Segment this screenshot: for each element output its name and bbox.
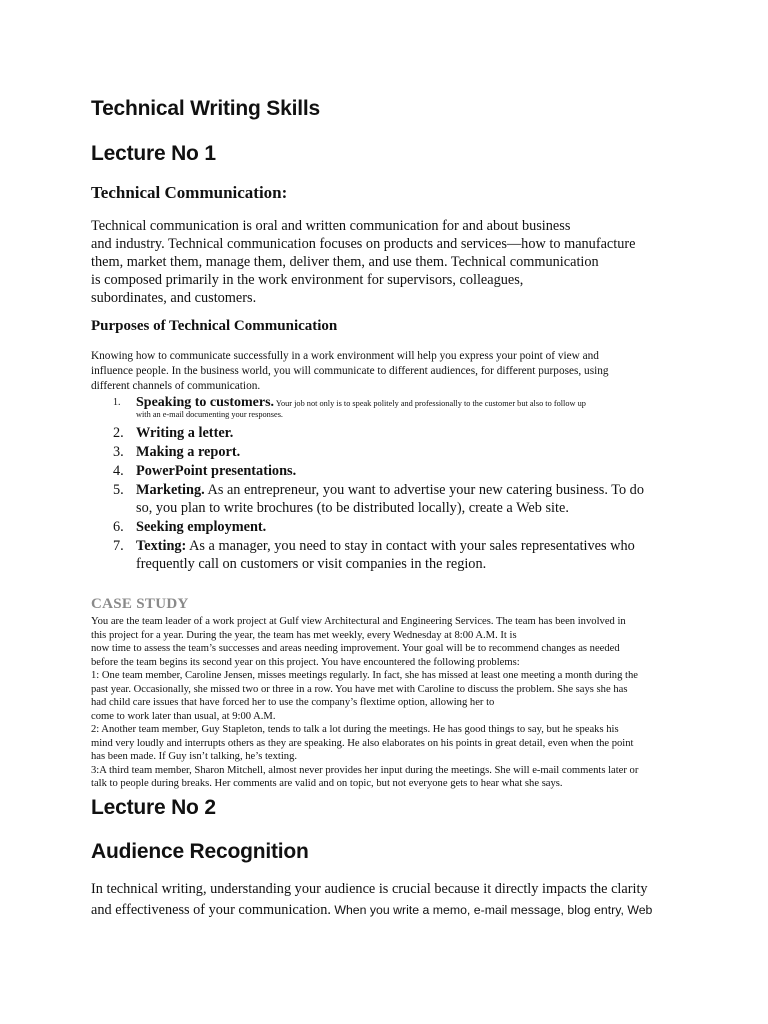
list-item-label: PowerPoint presentations.: [136, 463, 297, 479]
paragraph-segment: When you write a memo, e-mail message, blog entry, Web: [330, 903, 653, 917]
list-item-label: Writing a letter.: [136, 425, 234, 441]
lecture-2-heading: Lecture No 2: [91, 796, 216, 819]
paragraph-line: Knowing how to communicate successfully in a work environment will help you express your point of view and: [91, 350, 599, 362]
paragraph-line: different channels of communication.: [91, 379, 261, 392]
list-item: [91, 518, 691, 537]
paragraph-line: now time to assess the team’s successes and areas needing improvement. Your goal will be to recommend changes as needed: [91, 643, 620, 654]
document-title: Technical Writing Skills: [91, 97, 320, 120]
purposes-paragraph: [91, 349, 609, 393]
paragraph-line: influence people. In the business world, you will communicate to different audiences, for different purposes, using: [91, 364, 609, 377]
list-number: 2.: [113, 425, 124, 441]
list-item: [91, 394, 691, 424]
list-number: 4.: [113, 463, 124, 479]
paragraph-line: them, market them, manage them, deliver them, and use them. Technical communication: [91, 254, 599, 270]
audience-recognition-heading: Audience Recognition: [91, 840, 309, 863]
paragraph-line: 2: Another team member, Guy Stapleton, tends to talk a lot during the meetings. He has good things to say, but he speaks his: [91, 724, 619, 735]
list-number: 5.: [113, 482, 124, 498]
list-item: [91, 462, 691, 481]
list-item-description-cont: with an e-mail documenting your responses.: [136, 410, 284, 419]
list-item-description: Your job not only is to speak politely and professionally to the customer but also to follow up: [274, 399, 586, 408]
list-item: [91, 537, 691, 574]
paragraph-line: You are the team leader of a work project at Gulf view Architectural and Engineering Services. The team has been involved in: [91, 616, 626, 627]
list-number: 1.: [113, 397, 121, 408]
list-item: [91, 481, 691, 518]
paragraph-line: 3:A third team member, Sharon Mitchell, almost never provides her input during the meetings. She will e-mail comments later or: [91, 764, 639, 776]
list-item: [91, 443, 691, 462]
paragraph-line: Technical communication is oral and written communication for and about business: [91, 218, 571, 234]
list-item-label: Speaking to customers.: [136, 395, 275, 410]
audience-paragraph: [91, 879, 652, 921]
paragraph-line: In technical writing, understanding your audience is crucial because it directly impacts the clarity: [91, 881, 648, 897]
list-item-description: As a manager, you need to stay in contact with your sales representatives who: [186, 538, 635, 554]
list-item-description-cont: so, you plan to write brochures (to be distributed locally), create a Web site.: [136, 500, 569, 516]
paragraph-line: 1: One team member, Caroline Jensen, misses meetings regularly. In fact, she has missed at least one meeting a month during the: [91, 670, 638, 681]
purposes-list: [91, 394, 691, 574]
list-number: 6.: [113, 519, 124, 535]
paragraph-line: this project for a year. During the year, the team has met weekly, every Wednesday at 8:00 A.M. It is: [91, 629, 517, 641]
list-item-label: Marketing.: [136, 482, 205, 498]
technical-communication-paragraph: [91, 217, 636, 307]
paragraph-line: and industry. Technical communication focuses on products and services—how to manufacture: [91, 236, 636, 252]
list-item-label: Seeking employment.: [136, 519, 267, 535]
paragraph-line: before the team begins its second year on this project. You have encountered the following problems:: [91, 656, 520, 668]
paragraph-segment: and effectiveness of your communication.: [91, 902, 331, 918]
paragraph-line: mind very loudly and interrupts others as they are speaking. He also elaborates on his points in great detail, even when the point: [91, 737, 634, 749]
case-study-paragraph: [91, 615, 638, 791]
paragraph-line: had child care issues that have forced her to use the company’s flextime option, allowing her to: [91, 697, 495, 708]
paragraph-line: has been made. If Guy isn’t talking, he’s texting.: [91, 751, 298, 762]
technical-communication-heading: Technical Communication:: [91, 183, 288, 202]
paragraph-line: come to work later than usual, at 9:00 A.M.: [91, 710, 276, 722]
purposes-heading: Purposes of Technical Communication: [91, 318, 338, 334]
paragraph-line: is composed primarily in the work environment for supervisors, colleagues,: [91, 272, 524, 288]
list-item: [91, 424, 691, 443]
list-item-description: As an entrepreneur, you want to advertise your new catering business. To do: [204, 482, 644, 498]
list-item-label: Making a report.: [136, 444, 241, 460]
list-number: 7.: [113, 538, 124, 554]
paragraph-line: talk to people during breaks. Her comments are valid and on topic, but not everyone gets to hear what she says.: [91, 778, 563, 789]
list-item-description-cont: frequently call on customers or visit companies in the region.: [136, 556, 487, 572]
list-item-label: Texting:: [136, 538, 187, 554]
lecture-1-heading: Lecture No 1: [91, 142, 216, 165]
list-number: 3.: [113, 444, 124, 460]
paragraph-line: [91, 900, 652, 921]
case-study-heading: CASE STUDY: [91, 596, 189, 612]
paragraph-line: past year. Occasionally, she missed two or three in a row. You have met with Caroline to discuss the problem. She says she has: [91, 683, 628, 695]
paragraph-line: subordinates, and customers.: [91, 290, 257, 306]
